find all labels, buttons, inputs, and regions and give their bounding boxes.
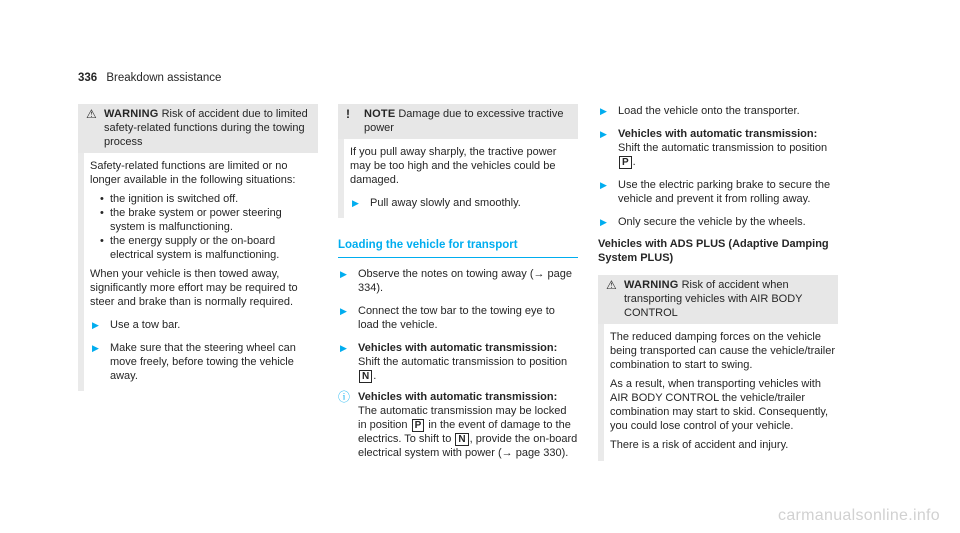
warning-heading: Risk of accident due to limited safety-related functions during the towing process bbox=[104, 108, 308, 148]
step-text-part: Shift the automatic transmission to position bbox=[618, 142, 828, 154]
watermark: carmanualsonline.info bbox=[778, 507, 940, 524]
column-middle bbox=[338, 104, 578, 467]
bullet-item: • the energy supply or the on-board electrical system is malfunctioning. bbox=[100, 234, 318, 262]
warning-paragraph: As a result, when transporting vehicles with AIR BODY CONTROL the vehicle/trailer combination may start to skid. Consequently, you could lose control of your vehicle. bbox=[610, 378, 829, 432]
instruction-step bbox=[598, 104, 838, 118]
warning-heading: Risk of accident when transporting vehicles with AIR BODY CONTROL bbox=[624, 279, 803, 319]
step-text-part: . bbox=[373, 370, 377, 382]
step-bold-label: Vehicles with automatic transmission: bbox=[358, 342, 558, 354]
instruction-step bbox=[598, 127, 838, 169]
column-right bbox=[598, 104, 838, 461]
step-arrow-icon: ▶ bbox=[340, 269, 347, 279]
step-text: Connect the tow bar to the towing eye to load the vehicle. bbox=[358, 305, 555, 331]
step-text: Use the electric parking brake to secure the vehicle and prevent it from rolling away. bbox=[618, 179, 831, 205]
instruction-step bbox=[338, 267, 578, 295]
section-name: Breakdown assistance bbox=[106, 72, 222, 84]
step-arrow-icon: ▶ bbox=[600, 217, 607, 227]
instruction-step bbox=[90, 318, 318, 332]
warning-label: WARNING bbox=[104, 108, 159, 120]
instruction-step bbox=[598, 215, 838, 229]
info-text bbox=[358, 390, 578, 460]
notice-heading: Damage due to excessive tractive power bbox=[364, 108, 564, 134]
warning-paragraph: The reduced damping forces on the vehicle being transported can cause the vehicle/trailer combination to start to swing. bbox=[610, 331, 836, 371]
notice-box-body bbox=[338, 139, 578, 218]
notice-label: NOTE bbox=[364, 108, 396, 120]
step-arrow-icon: ▶ bbox=[340, 343, 347, 353]
step-arrow-icon: ▶ bbox=[92, 320, 99, 330]
gear-n-symbol: N bbox=[359, 370, 372, 383]
step-text: Observe the notes on towing away (→ page 334). bbox=[358, 268, 573, 294]
step-arrow-icon: ▶ bbox=[600, 106, 607, 116]
bullet-item: • the brake system or power steering system is malfunctioning. bbox=[100, 206, 318, 234]
step-text: Only secure the vehicle by the wheels. bbox=[618, 216, 806, 228]
step-text-part: Shift the automatic transmission to position bbox=[358, 356, 568, 368]
warning-box-body bbox=[598, 324, 838, 461]
warning-intro: Safety-related functions are limited or no longer available in the following situations: bbox=[90, 160, 296, 186]
gear-n-symbol: N bbox=[455, 433, 468, 446]
step-text: Pull away slowly and smoothly. bbox=[370, 197, 521, 209]
info-text-part: The automatic transmission may be locked in position bbox=[358, 405, 567, 431]
step-arrow-icon: ▶ bbox=[600, 129, 607, 139]
instruction-step bbox=[350, 196, 578, 210]
warning-box-header bbox=[78, 104, 318, 153]
sub-heading: Vehicles with ADS PLUS (Adaptive Damping System PLUS) bbox=[598, 238, 829, 264]
instruction-step bbox=[338, 341, 578, 383]
step-arrow-icon: ▶ bbox=[600, 180, 607, 190]
warning-triangle-icon: ⚠ bbox=[606, 278, 617, 292]
page-number: 336 bbox=[78, 72, 98, 84]
warning-triangle-icon: ⚠ bbox=[86, 107, 97, 121]
warning-bullet-list bbox=[100, 192, 318, 262]
instruction-step bbox=[338, 304, 578, 332]
warning-box-body bbox=[78, 153, 318, 391]
instruction-step bbox=[598, 178, 838, 206]
step-bold-label: Vehicles with automatic transmission: bbox=[618, 128, 818, 140]
bullet-item: • the ignition is switched off. bbox=[100, 192, 318, 206]
warning-after-text: When your vehicle is then towed away, significantly more effort may be required to steer and brake than is normally required. bbox=[90, 268, 298, 308]
step-arrow-icon: ▶ bbox=[92, 343, 99, 353]
info-bold-label: Vehicles with automatic transmission: bbox=[358, 391, 558, 403]
step-text bbox=[358, 341, 578, 383]
column-left bbox=[78, 104, 318, 391]
info-icon: ⓘ bbox=[338, 390, 351, 404]
notice-exclamation-icon: ! bbox=[346, 107, 350, 121]
instruction-step bbox=[90, 341, 318, 383]
step-text: Use a tow bar. bbox=[110, 319, 181, 331]
info-text-part: in the event of damage to the electrics. To shift to bbox=[358, 419, 571, 445]
section-title: Loading the vehicle for transport bbox=[338, 238, 578, 258]
notice-body: If you pull away sharply, the tractive power may be too high and the vehicles could be damaged. bbox=[350, 146, 557, 186]
step-text: Make sure that the steering wheel can move freely, before towing the vehicle away. bbox=[110, 342, 296, 382]
page-header bbox=[78, 71, 221, 85]
info-note bbox=[338, 390, 578, 460]
step-text bbox=[618, 127, 838, 169]
gear-p-symbol: P bbox=[412, 419, 425, 432]
warning-paragraph: There is a risk of accident and injury. bbox=[610, 439, 789, 451]
step-arrow-icon: ▶ bbox=[340, 306, 347, 316]
info-text-part: , provide the on-board electrical system with power (→ page 330). bbox=[358, 433, 578, 459]
step-text-part: . bbox=[632, 156, 636, 168]
gear-p-symbol: P bbox=[619, 156, 632, 169]
warning-box-header bbox=[598, 275, 838, 324]
step-text: Load the vehicle onto the transporter. bbox=[618, 105, 800, 117]
notice-box-header bbox=[338, 104, 578, 139]
warning-label: WARNING bbox=[624, 279, 679, 291]
step-arrow-icon: ▶ bbox=[352, 198, 359, 208]
